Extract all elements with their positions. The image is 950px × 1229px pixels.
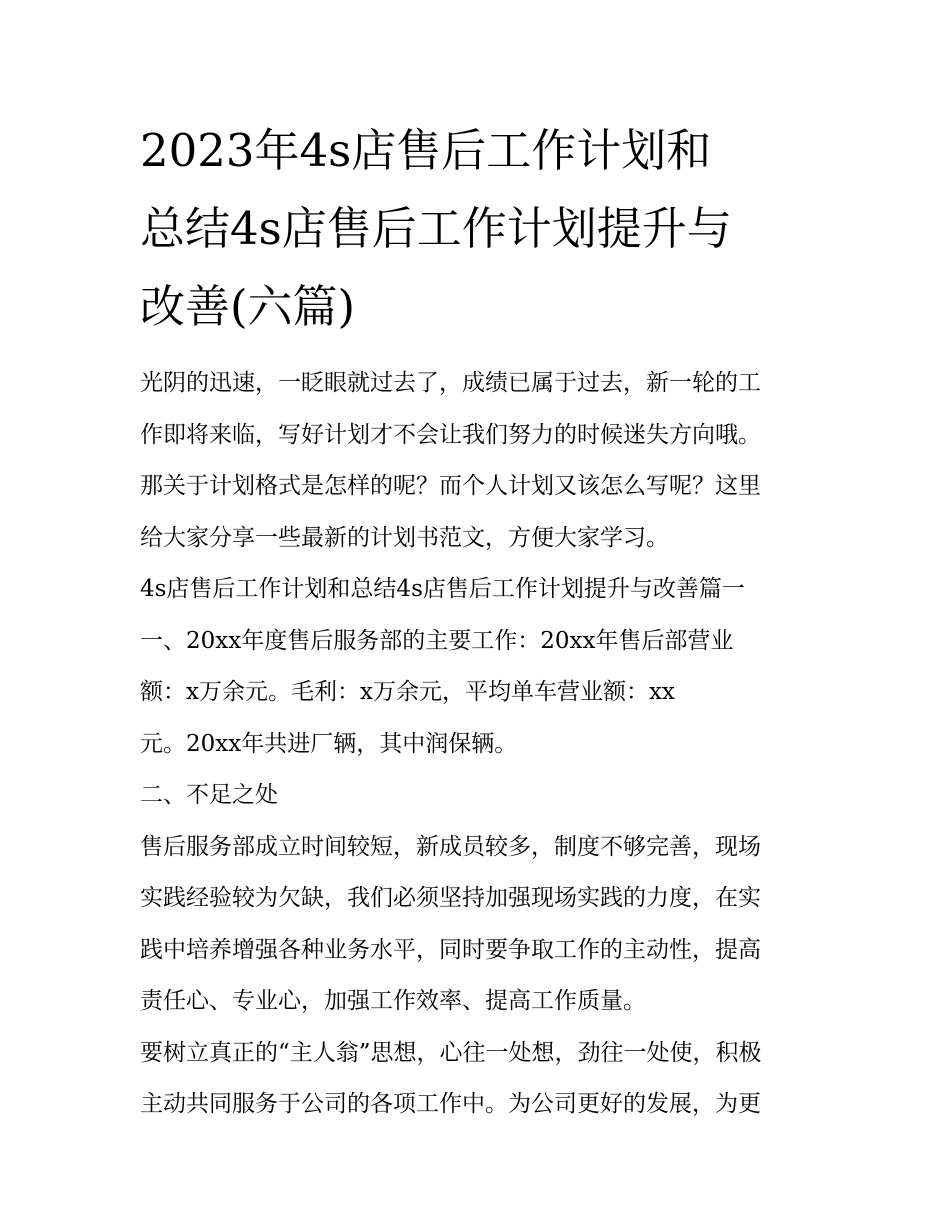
section-heading-line: 4s店售后工作计划和总结4s店售后工作计划提升与改善篇一 — [140, 576, 745, 602]
body-line: 要树立真正的“主人翁”思想，心往一处想，劲往一处使，积极 — [140, 1039, 762, 1066]
title-line: 总结4s店售后工作计划提升与 — [140, 202, 732, 255]
title-line: 2023年4s店售后工作计划和 — [140, 124, 712, 177]
body-line: 责任心、专业心，加强工作效率、提高工作质量。 — [140, 988, 646, 1014]
body-line: 践中培养增强各种业务水平，同时要争取工作的主动性，提高 — [140, 936, 761, 963]
body-line: 额：x万余元。毛利：x万余元，平均单车营业额：xx — [140, 679, 675, 705]
body-line: 光阴的迅速，一眨眼就过去了，成绩已属于过去，新一轮的工 — [140, 370, 761, 396]
body-line: 主动共同服务于公司的各项工作中。为公司更好的发展，为更 — [140, 1091, 761, 1117]
body-line: 一、20xx年度售后服务部的主要工作：20xx年售后部营业 — [140, 627, 734, 654]
section-heading-line: 二、不足之处 — [140, 782, 278, 808]
body-line: 实践经验较为欠缺，我们必须坚持加强现场实践的力度，在实 — [140, 885, 761, 911]
body-line: 给大家分享一些最新的计划书范文，方便大家学习。 — [140, 524, 669, 551]
body-line: 售后服务部成立时间较短，新成员较多，制度不够完善，现场 — [140, 833, 761, 860]
title-line: 改善(六篇) — [140, 280, 356, 333]
document-title — [140, 112, 820, 346]
body-line: 那关于计划格式是怎样的呢？而个人计划又该怎么写呢？这里 — [140, 473, 761, 499]
body-line: 作即将来临，写好计划才不会让我们努力的时候迷失方向哦。 — [140, 421, 761, 448]
body-line: 元。20xx年共进厂辆，其中润保辆。 — [140, 730, 518, 757]
document-body — [140, 358, 820, 1131]
